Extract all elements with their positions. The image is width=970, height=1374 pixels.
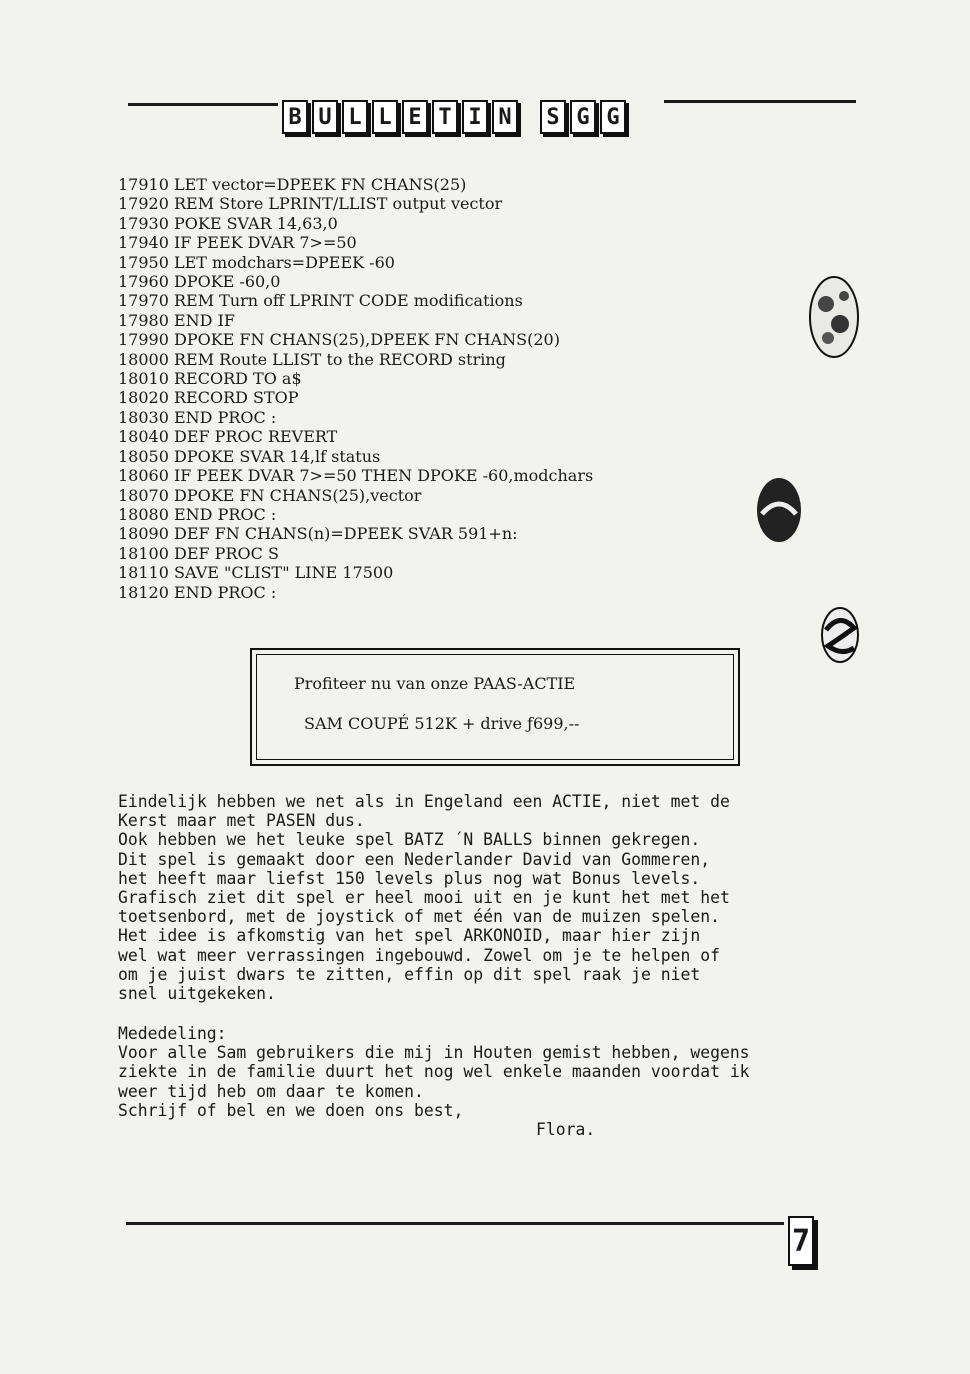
text-line: Voor alle Sam gebruikers die mij in Houten gemist hebben, wegens bbox=[118, 1043, 750, 1063]
code-line: 18030 END PROC : bbox=[118, 407, 277, 427]
easter-egg-icon bbox=[806, 272, 862, 362]
page-number: 7 bbox=[788, 1216, 814, 1266]
text-line: om je juist dwars te zitten, effin op dit spel raak je niet bbox=[118, 964, 701, 984]
text-line: Ook hebben we het leuke spel BATZ ´N BALLS binnen gekregen. bbox=[118, 830, 701, 850]
header-letter: B bbox=[282, 100, 308, 134]
text-line: het heeft maar liefst 150 levels plus nog wat Bonus levels. bbox=[118, 868, 701, 888]
bulletin-sgg-logo bbox=[282, 100, 626, 134]
header-letter: G bbox=[570, 100, 596, 134]
text-line: ziekte in de familie duurt het nog wel enkele maanden voordat ik bbox=[118, 1062, 750, 1082]
text-line: Kerst maar met PASEN dus. bbox=[118, 811, 365, 831]
signature: Flora. bbox=[536, 1120, 596, 1139]
header-letter: U bbox=[312, 100, 338, 134]
code-line: 18050 DPOKE SVAR 14,lf status bbox=[118, 446, 381, 466]
text-line: weer tijd heb om daar te komen. bbox=[118, 1081, 424, 1101]
header-letter: S bbox=[540, 100, 566, 134]
code-line: 18100 DEF PROC S bbox=[118, 543, 279, 563]
code-line: 18070 DPOKE FN CHANS(25),vector bbox=[118, 485, 422, 505]
article-paragraph bbox=[118, 792, 878, 1003]
paas-actie-ad-box bbox=[250, 648, 740, 766]
header-letter: I bbox=[462, 100, 488, 134]
text-line: Schrijf of bel en we doen ons best, bbox=[118, 1100, 464, 1120]
header-letter: T bbox=[432, 100, 458, 134]
code-line: 18020 RECORD STOP bbox=[118, 388, 299, 408]
text-line: Het idee is afkomstig van het spel ARKONOID, maar hier zijn bbox=[118, 926, 701, 946]
header-letter: L bbox=[372, 100, 398, 134]
footer-rule bbox=[126, 1222, 784, 1225]
text-line: Eindelijk hebben we net als in Engeland een ACTIE, niet met de bbox=[118, 792, 730, 811]
code-line: 18060 IF PEEK DVAR 7>=50 THEN DPOKE -60,modchars bbox=[118, 466, 594, 486]
text-line: Grafisch ziet dit spel er heel mooi uit en je kunt het met het bbox=[118, 888, 730, 908]
header-letter: L bbox=[342, 100, 368, 134]
code-line: 18010 RECORD TO a$ bbox=[118, 369, 302, 389]
code-line: 17970 REM Turn off LPRINT CODE modifications bbox=[118, 291, 523, 311]
code-line: 17980 END IF bbox=[118, 310, 235, 330]
code-line: 17910 LET vector=DPEEK FN CHANS(25) bbox=[118, 175, 467, 194]
code-line: 17930 POKE SVAR 14,63,0 bbox=[118, 213, 338, 233]
code-line: 18110 SAVE "CLIST" LINE 17500 bbox=[118, 563, 394, 583]
text-line: Dit spel is gemaakt door een Nederlander David van Gommeren, bbox=[118, 849, 711, 869]
header-rule-right bbox=[664, 100, 856, 103]
code-line: 18120 END PROC : bbox=[118, 582, 277, 602]
text-line: snel uitgekeken. bbox=[118, 984, 276, 1004]
header-letter: G bbox=[600, 100, 626, 134]
code-line: 18040 DEF PROC REVERT bbox=[118, 427, 338, 447]
basic-code-listing bbox=[118, 175, 593, 602]
code-line: 18090 DEF FN CHANS(n)=DPEEK SVAR 591+n: bbox=[118, 524, 518, 544]
announcement-paragraph bbox=[118, 1024, 878, 1120]
header-spacer bbox=[522, 100, 536, 130]
ad-offer: SAM COUPÉ 512K + drive ƒ699,-- bbox=[304, 714, 580, 733]
code-line: 17920 REM Store LPRINT/LLIST output vector bbox=[118, 194, 503, 214]
code-line: 17950 LET modchars=DPEEK -60 bbox=[118, 252, 395, 272]
header-rule-left bbox=[128, 103, 278, 106]
header-letter: N bbox=[492, 100, 518, 134]
code-line: 17990 DPOKE FN CHANS(25),DPEEK FN CHANS(20) bbox=[118, 330, 560, 350]
text-line: Mededeling: bbox=[118, 1024, 227, 1043]
code-line: 18000 REM Route LLIST to the RECORD string bbox=[118, 349, 506, 369]
header-letter: E bbox=[402, 100, 428, 134]
ad-headline: Profiteer nu van onze PAAS-ACTIE bbox=[294, 674, 576, 693]
text-line: wel wat meer verrassingen ingebouwd. Zowel om je te helpen of bbox=[118, 945, 720, 965]
text-line: toetsenbord, met de joystick of met één van de muizen spelen. bbox=[118, 907, 720, 927]
code-line: 18080 END PROC : bbox=[118, 504, 277, 524]
easter-egg-icon bbox=[818, 604, 862, 666]
code-line: 17960 DPOKE -60,0 bbox=[118, 272, 281, 292]
easter-egg-icon bbox=[752, 474, 806, 546]
code-line: 17940 IF PEEK DVAR 7>=50 bbox=[118, 233, 357, 253]
